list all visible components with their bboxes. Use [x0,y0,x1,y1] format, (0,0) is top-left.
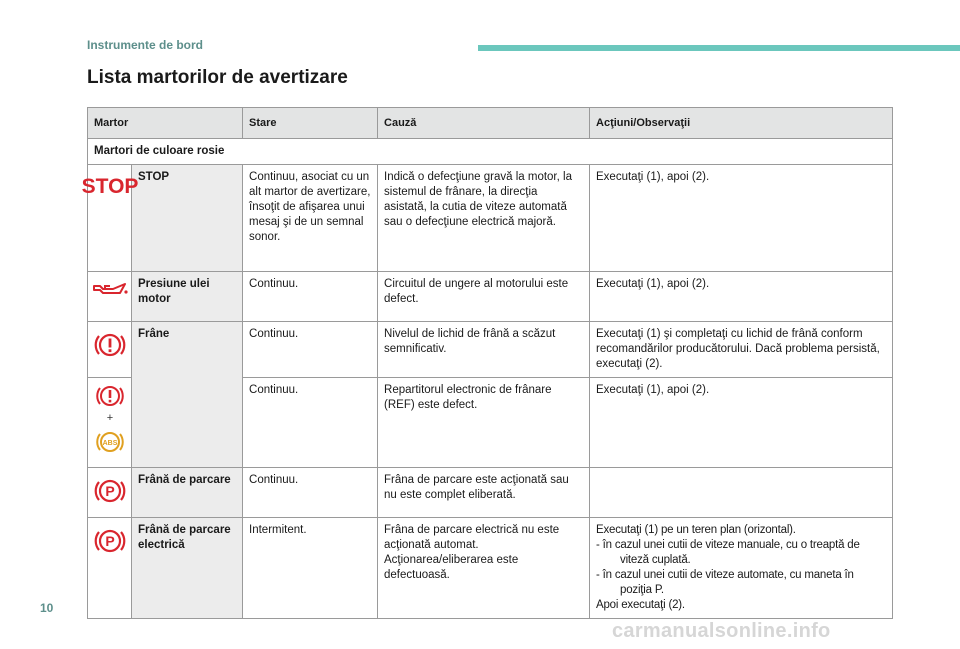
section-title: Martori de culoare rosie [88,139,893,165]
parking-brake-icon [94,476,126,506]
warning-lights-table [81,107,893,619]
svg-text:P: P [104,533,115,549]
action-line: Executaţi (1) pe un teren plan (orizontal). [596,524,796,536]
table-header-row [88,108,893,139]
table-row [88,322,893,378]
icon-cell [88,378,132,468]
light-name: Presiune ulei motor [132,272,243,322]
watermark: carmanualsonline.info [612,620,831,642]
table-row [88,165,893,272]
svg-text:P: P [104,483,115,499]
brake-warning-icon [94,330,126,360]
icon-cell [81,165,138,272]
light-name: Frână de parcare electrică [132,518,243,619]
light-name: Frână de parcare [132,468,243,518]
state-cell: Continuu. [243,468,378,518]
page-number: 10 [40,601,54,615]
action-cell [590,518,893,619]
icon-cell [88,518,132,619]
action-cell: Executaţi (1), apoi (2). [590,165,893,272]
action-line: - în cazul unei cutii de viteze manuale, cu o treaptă de viteză cuplată. [596,539,860,566]
table-row [88,468,893,518]
light-name: Frâne [132,322,243,468]
state-cell: Continuu, asociat cu un alt martor de avertizare, însoţit de afişarea unui mesaj şi de un semnal sonor. [243,165,378,272]
light-name: STOP [132,165,243,272]
table-row [88,272,893,322]
column-header: Stare [243,108,378,139]
header-accent-bar [478,45,960,51]
table-row [88,518,893,619]
svg-text:+: + [106,412,113,424]
icon-cell [88,272,132,322]
action-cell: Executaţi (1), apoi (2). [590,378,893,468]
section-header: Instrumente de bord [87,38,204,52]
cause-cell: Indică o defecţiune gravă la motor, la sistemul de frânare, la direcţia asistată, la cutia de viteze automată sau o defecţiune electrică majoră. [378,165,590,272]
page-title: Lista martorilor de avertizare [87,67,348,88]
action-cell: Executaţi (1), apoi (2). [590,272,893,322]
state-cell: Continuu. [243,322,378,378]
action-cell: Executaţi (1) şi completaţi cu lichid de frână conform recomandărilor producătorului. Dacă problema persistă, executaţi (2). [590,322,893,378]
svg-text:ABS: ABS [102,440,117,447]
icon-cell [88,468,132,518]
cause-cell: Frâna de parcare electrică nu este acţionată automat. Acţionarea/eliberarea este defectuoasă. [378,518,590,619]
column-header: Martor [88,108,243,139]
stop-icon [81,173,138,198]
state-cell: Continuu. [243,272,378,322]
cause-cell: Nivelul de lichid de frână a scăzut semnificativ. [378,322,590,378]
cause-cell: Repartitorul electronic de frânare (REF) este defect. [378,378,590,468]
action-line: - în cazul unei cutii de viteze automate, cu maneta în poziţia P. [596,569,854,596]
action-cell [590,468,893,518]
cause-cell: Frâna de parcare este acţionată sau nu este complet eliberată. [378,468,590,518]
cause-cell: Circuitul de ungere al motorului este defect. [378,272,590,322]
electric-parking-brake-icon [94,526,126,556]
brake-abs-icon [94,382,126,462]
section-row [88,139,893,165]
state-cell: Intermitent. [243,518,378,619]
column-header: Cauză [378,108,590,139]
column-header: Acţiuni/Observaţii [590,108,893,139]
icon-cell [88,322,132,378]
oil-can-icon [91,280,129,300]
svg-text:STOP: STOP [81,175,138,198]
action-line: Apoi executaţi (2). [596,599,685,611]
state-cell: Continuu. [243,378,378,468]
